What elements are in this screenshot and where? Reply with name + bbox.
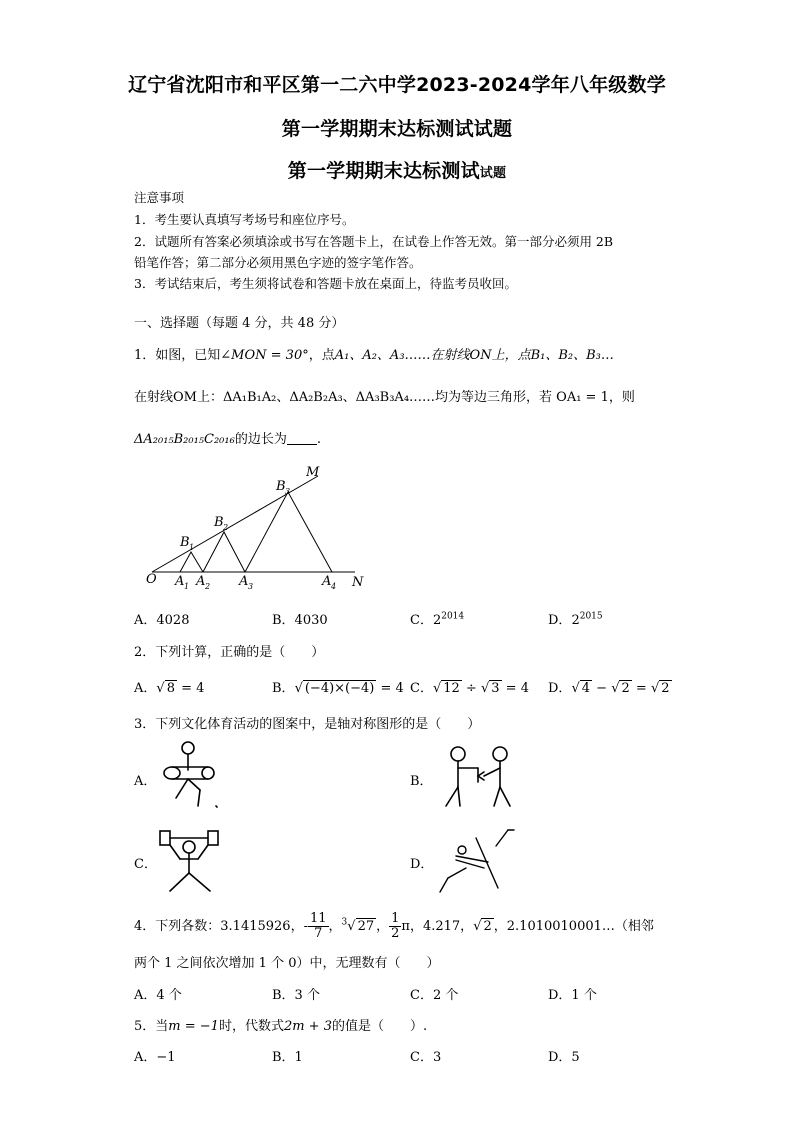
q4-cube-index: 3 xyxy=(341,917,348,928)
q3-option-a-figure[interactable] xyxy=(158,738,223,813)
label-o: O xyxy=(146,572,157,587)
q4-cube-radicand: 27 xyxy=(357,919,375,934)
triangle-2 xyxy=(203,532,245,572)
q2-d-radicand-1: 4 xyxy=(581,681,591,696)
q4-frac2-den: 2 xyxy=(391,926,400,941)
question-1-line1 xyxy=(134,344,614,363)
q3-option-a-label[interactable]: A． xyxy=(134,774,157,789)
q3-option-b-figure[interactable] xyxy=(438,742,518,812)
q2-b-label: B． xyxy=(272,681,295,696)
q1-points: A₁、A₂、A₃……在射线ON上，点B₁、B₂、B₃… xyxy=(334,348,614,363)
section-1-heading: 一、选择题（每题 4 分，共 48 分） xyxy=(134,316,345,331)
q4-text: 4．下列各数：3.1415926， xyxy=(134,919,304,934)
question-1-line3 xyxy=(134,428,321,447)
label-a3: A xyxy=(239,574,249,589)
q2-a-radicand: 8 xyxy=(166,681,175,696)
q2-a-rest: = 4 xyxy=(176,681,205,696)
q1-geometry-figure xyxy=(140,460,380,595)
label-b2-sub: 2 xyxy=(223,523,229,532)
q1-option-b[interactable]: B．4030 xyxy=(272,613,328,628)
q1-text-c: 的边长为 xyxy=(234,432,287,447)
question-4-line2: 两个 1 之间依次增加 1 个 0）中，无理数有（ ） xyxy=(134,956,440,971)
q4-fraction-1 xyxy=(308,912,329,941)
question-5 xyxy=(134,1015,427,1034)
q4-text-b: ，2.1010010001…（相邻 xyxy=(493,919,654,934)
q1-end: . xyxy=(316,432,321,447)
label-a1-sub: 1 xyxy=(184,582,190,591)
q1-text-b: ，点 xyxy=(308,348,335,363)
q2-d-radicand-2: 2 xyxy=(621,681,630,696)
q2-b-rest: = 4 xyxy=(376,681,404,696)
q5-option-c[interactable]: C．3 xyxy=(410,1050,442,1065)
q1-angle: ∠MON = 30° xyxy=(220,348,309,363)
q3-option-c-label[interactable]: C． xyxy=(134,857,157,872)
question-1-line2: 在射线OM上：ΔA₁B₁A₂、ΔA₂B₂A₃、ΔA₃B₃A₄……均为等边三角形，若 OA₁ = 1，则 xyxy=(134,390,635,405)
q2-option-b[interactable]: B．√ (−4)×(−4) = 4 xyxy=(272,681,404,696)
q5-expression: 2m + 3 xyxy=(283,1019,332,1034)
q2-b-radicand: (−4)×(−4) xyxy=(304,681,375,696)
q2-option-d[interactable]: D．√ 4 − √ 2 = √ 2 xyxy=(548,681,670,696)
q2-d-minus: − xyxy=(592,681,612,696)
q2-d-radicand-3: 2 xyxy=(661,681,670,696)
q2-c-radicand-1: 12 xyxy=(443,681,460,696)
q3-option-d-figure[interactable] xyxy=(436,826,521,896)
q4-neg: - xyxy=(303,919,308,934)
label-b3: B xyxy=(276,479,286,494)
question-3: 3．下列文化体育活动的图案中，是轴对称图形的是（ ） xyxy=(134,717,481,732)
q2-option-c[interactable]: C．√ 12 ÷ √ 3 = 4 xyxy=(410,681,529,696)
q4-fraction-2 xyxy=(389,912,401,941)
exam-title-line3-main: 第一学期期末达标测试 xyxy=(287,160,480,182)
notice-item-2a: 2．试题所有答案必须填涂或书写在答题卡上，在试卷上作答无效。第一部分必须用 2B xyxy=(134,234,614,249)
triangle-3 xyxy=(245,492,332,572)
q5-text-b: 时，代数式 xyxy=(218,1019,284,1034)
q1-option-d-base: 2 xyxy=(571,613,580,628)
question-4-line1: 4．下列各数：3.1415926，- $\frac{11}{7}$ ，$^3$√ 27 ， $\frac{1}{2}$ π，4.217，√ 2 ，2.1010010001…（相邻 xyxy=(134,911,654,941)
q1-triangle: ΔA₂₀₁₅B₂₀₁₅C₂₀₁₆ xyxy=(134,432,235,447)
label-m: M xyxy=(306,465,320,480)
q4-frac1-num: 11 xyxy=(309,911,327,926)
label-b1: B xyxy=(180,535,190,550)
q1-option-c[interactable] xyxy=(410,609,464,628)
q1-text: 1．如图，已知 xyxy=(134,348,221,363)
q3-option-d-label[interactable]: D． xyxy=(410,857,434,872)
triangle-1 xyxy=(180,552,203,572)
q5-text-a: 5．当 xyxy=(134,1019,169,1034)
q2-c-div: ÷ xyxy=(461,681,481,696)
q5-option-a[interactable]: A．−1 xyxy=(134,1050,176,1065)
q1-option-a[interactable]: A．4028 xyxy=(134,613,190,628)
q2-d-label: D． xyxy=(548,681,572,696)
label-a4-sub: 4 xyxy=(331,582,337,591)
q2-c-radicand-2: 3 xyxy=(491,681,500,696)
q1-option-d-label: D． xyxy=(548,613,572,628)
exam-title-line2: 第一学期期末达标测试试题 xyxy=(281,118,513,140)
q2-c-label: C． xyxy=(410,681,433,696)
q5-option-b[interactable]: B．1 xyxy=(272,1050,303,1065)
notice-item-1: 1．考生要认真填写考场号和座位序号。 xyxy=(134,212,355,227)
q4-pi: π，4.217， xyxy=(401,919,474,934)
exam-title-line3-small: 试题 xyxy=(479,166,507,181)
q3-option-c-figure[interactable] xyxy=(158,825,223,895)
notice-heading: 注意事项 xyxy=(134,190,185,205)
q5-condition: m = −1 xyxy=(168,1019,219,1034)
label-b1-sub: 1 xyxy=(189,543,195,552)
q1-answer-blank xyxy=(287,432,317,445)
q3-option-b-label[interactable]: B． xyxy=(410,774,433,789)
label-a1: A xyxy=(175,574,185,589)
q4-frac1-den: 7 xyxy=(314,926,323,941)
q5-option-d[interactable]: D．5 xyxy=(548,1050,580,1065)
label-n: N xyxy=(352,575,364,590)
q2-c-rest: = 4 xyxy=(501,681,529,696)
q4-option-a[interactable]: A．4 个 xyxy=(134,988,182,1003)
exam-title-line3 xyxy=(0,156,794,183)
q4-option-d[interactable]: D．1 个 xyxy=(548,988,597,1003)
label-a3-sub: 3 xyxy=(248,582,254,591)
q1-option-d-exp: 2015 xyxy=(579,611,603,622)
q4-option-c[interactable]: C．2 个 xyxy=(410,988,459,1003)
label-b3-sub: 3 xyxy=(285,487,291,496)
q5-text-c: 的值是（ ）. xyxy=(331,1019,428,1034)
q4-option-b[interactable]: B．3 个 xyxy=(272,988,320,1003)
q2-option-a[interactable]: A．√ 8 = 4 xyxy=(134,681,205,696)
question-2: 2．下列计算，正确的是（ ） xyxy=(134,645,325,660)
q1-option-c-label: C． xyxy=(410,613,433,628)
label-a2-sub: 2 xyxy=(205,582,211,591)
q1-option-d[interactable] xyxy=(548,609,603,628)
q4-sqrt2: 2 xyxy=(483,919,492,934)
q2-a-label: A． xyxy=(134,681,157,696)
q4-frac2-num: 1 xyxy=(391,911,400,926)
ray-om xyxy=(152,476,318,572)
label-b2: B xyxy=(214,515,224,530)
label-a4: A xyxy=(322,574,332,589)
q1-option-c-exp: 2014 xyxy=(441,611,465,622)
notice-item-3: 3．考试结束后，考生须将试卷和答题卡放在桌面上，待监考员收回。 xyxy=(134,276,517,291)
q2-d-eq: = xyxy=(631,681,651,696)
exam-title-line1: 辽宁省沈阳市和平区第一二六中学2023-2024学年八年级数学 xyxy=(128,74,666,96)
q1-option-c-base: 2 xyxy=(432,613,442,628)
label-a2: A xyxy=(196,574,206,589)
notice-item-2b: 铅笔作答；第二部分必须用黑色字迹的签字笔作答。 xyxy=(134,255,422,270)
